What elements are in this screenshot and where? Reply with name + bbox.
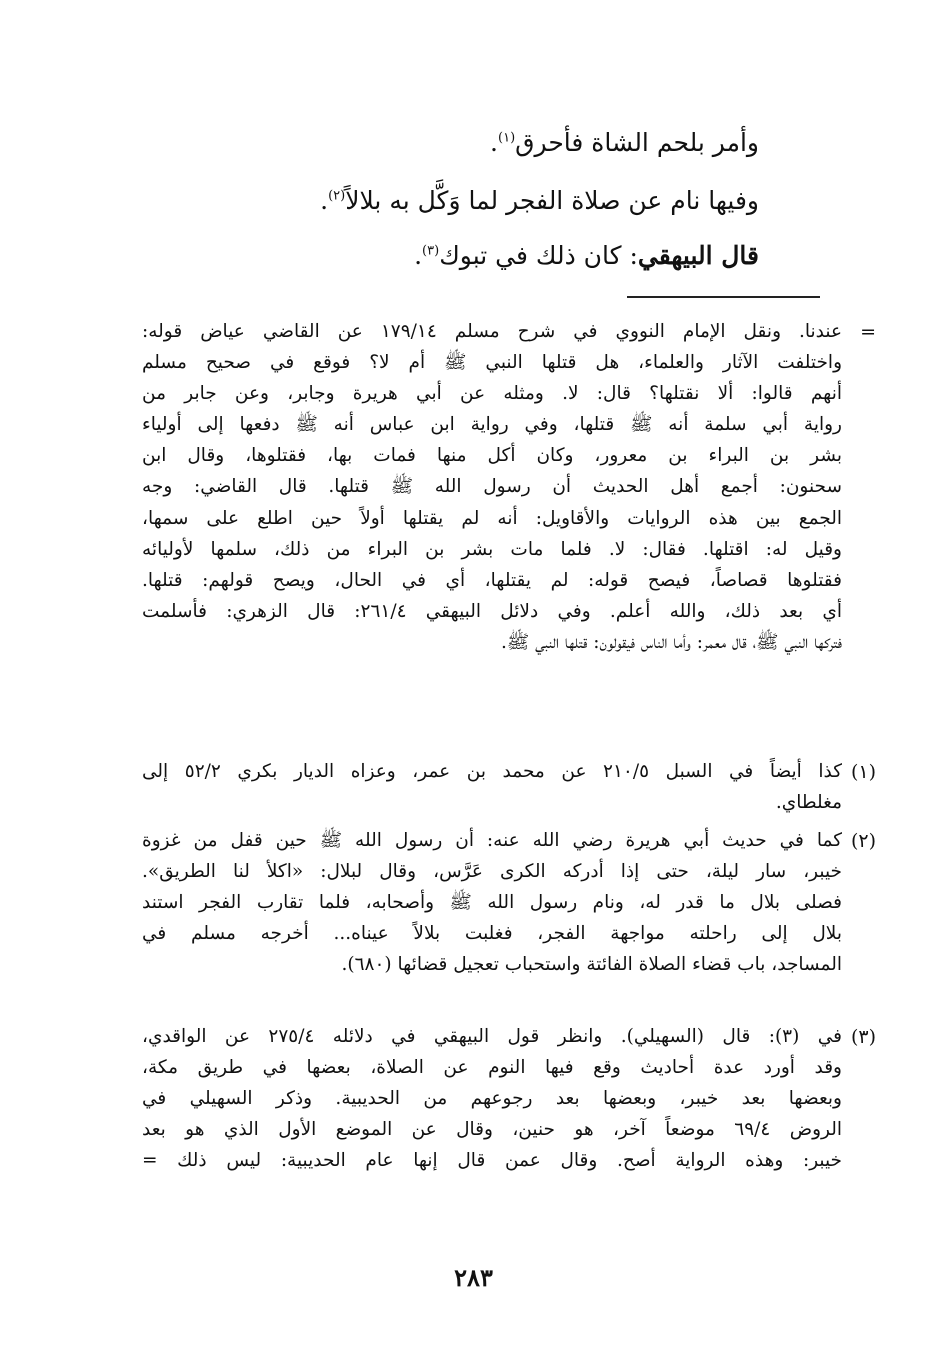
footnote-line: فتركها النبي ﷺ، قال معمر: وأما الناس فيقولون: قتلها النبي ﷺ.: [500, 631, 842, 653]
footnote-line: خيبر: وهذه الرواية أصح. وقال عمن قال إنها عام الحديبية: ليس ذلك =: [142, 1150, 842, 1172]
footnote-2-marker: (٢): [850, 830, 876, 852]
main-text-1: وأمر بلحم الشاة فأحرق: [515, 128, 759, 157]
speaker-name: قال البيهقي: [637, 241, 759, 270]
main-text-1-end: .: [490, 128, 498, 157]
footnote-line: واختلفت الآثار والعلماء، هل قتلها النبي ﷺ أم لا؟ فوقع في صحيح مسلم: [142, 352, 842, 374]
footnote-line: عندنا. ونقل الإمام النووي في شرح مسلم ١٧٩/١٤ عن القاضي عياض قوله:: [142, 321, 842, 342]
footnote-line: فقتلوها قصاصاً، فيصح قوله: لم يقتلها، أي في الحال، ويصح قولهم: قتلها.: [142, 569, 842, 591]
footnote-line: المساجد، باب قضاء الصلاة الفائتة واستحباب تعجيل قضائها (٦٨٠).: [341, 954, 842, 976]
footnote-ref-2: (٢): [328, 188, 346, 204]
footnote-1-marker: (١): [850, 761, 876, 783]
footnote-separator: [627, 296, 820, 298]
footnote-line: بشر بن البراء بن معرور، وكان أكل منها فمات بها، فقتلوها، وقال ابن: [142, 445, 842, 467]
footnote-continuation: [142, 316, 876, 658]
footnote-line: أنهم قالوا: ألا نقتلها؟ قال: لا. ومثله عن أبي هريرة وجابر، وعن جابر من: [142, 383, 842, 405]
footnote-line: سحنون: أجمع أهل الحديث أن رسول الله ﷺ قتلها. قال القاضي: وجه: [142, 476, 842, 498]
main-text-line-2: [119, 181, 759, 221]
footnote-line: وقد أورد عدة أحاديث وقع فيها النوم عن الصلاة، بعضها في طريق مكة،: [142, 1057, 842, 1079]
continuation-marker: =: [860, 321, 876, 343]
footnote-line: وبعضها بعد خيبر، وبعضها بعد رجوعهم من الحديبية. وذكر السهيلي في: [142, 1088, 842, 1110]
footnote-line: وقيل له: اقتلها. فقال: لا. فلما مات بشر بن البراء من ذلك، سلمها لأوليائه: [142, 538, 842, 560]
footnote-3: [142, 1021, 876, 1176]
footnote-line: رواية أبي سلمة أنه ﷺ قتلها، وفي رواية ابن عباس أنه ﷺ دفعها إلى أولياء: [142, 414, 842, 436]
footnote-line: مغلطاي.: [775, 792, 842, 814]
footnote-line: بلال إلى راحلته مواجهة الفجر، فغلبت بلالاً عيناه... أخرجه مسلم في: [142, 923, 842, 945]
page-number: ٢٨٣: [454, 1263, 493, 1292]
footnote-line: في (٣): قال (السهيلي). وانظر قول البيهقي في دلائله ٢٧٥/٤ عن الواقدي،: [142, 1026, 842, 1047]
footnote-3-marker: (٣): [850, 1026, 876, 1048]
footnote-line: فصلى بلال ما قدر له، ونام رسول الله ﷺ وأصحابه، فلما تقارب الفجر استند: [142, 892, 842, 914]
footnote-ref-1: (١): [498, 130, 516, 146]
footnote-ref-3: (٣): [422, 243, 440, 259]
footnote-line: الروض ٦٩/٤ موضعاً آخر، هو حنين، وقال عن الموضع الأول الذي هو بعد: [142, 1119, 842, 1141]
footnote-2: [142, 825, 876, 980]
main-text-3-end: .: [414, 241, 423, 270]
main-text-line-3: [119, 236, 759, 276]
footnote-line: خيبر، سار ليلة، حتى إذا أدركه الكرى عَرَّس، وقال لبلال: «اكلأ لنا الطريق».: [142, 861, 842, 883]
footnote-line: الجمع بين هذه الروايات والأقاويل: أنه لم يقتلها أولاً حين اطلع على سمها،: [142, 507, 842, 529]
footnote-line: كذا أيضاً في السبل ٢١٠/٥ عن محمد بن عمر، وعزاه الديار بكري ٥٢/٢ إلى: [142, 761, 842, 782]
footnote-1: [142, 756, 876, 818]
main-text-2-end: .: [320, 186, 329, 215]
main-text-3: : كان ذلك في تبوك: [439, 241, 638, 270]
footnote-line: كما في حديث أبي هريرة رضي الله عنه: أن رسول الله ﷺ حين قفل من غزوة: [142, 830, 842, 851]
footnote-line: أي بعد ذلك، والله أعلم. وفي دلائل البيهقي ٢٦١/٤: قال الزهري: فأسلمت: [142, 600, 842, 622]
main-text-2: وفيها نام عن صلاة الفجر لما وَكَّل به بلالاً: [345, 186, 759, 215]
main-text-line-1: [119, 123, 759, 163]
